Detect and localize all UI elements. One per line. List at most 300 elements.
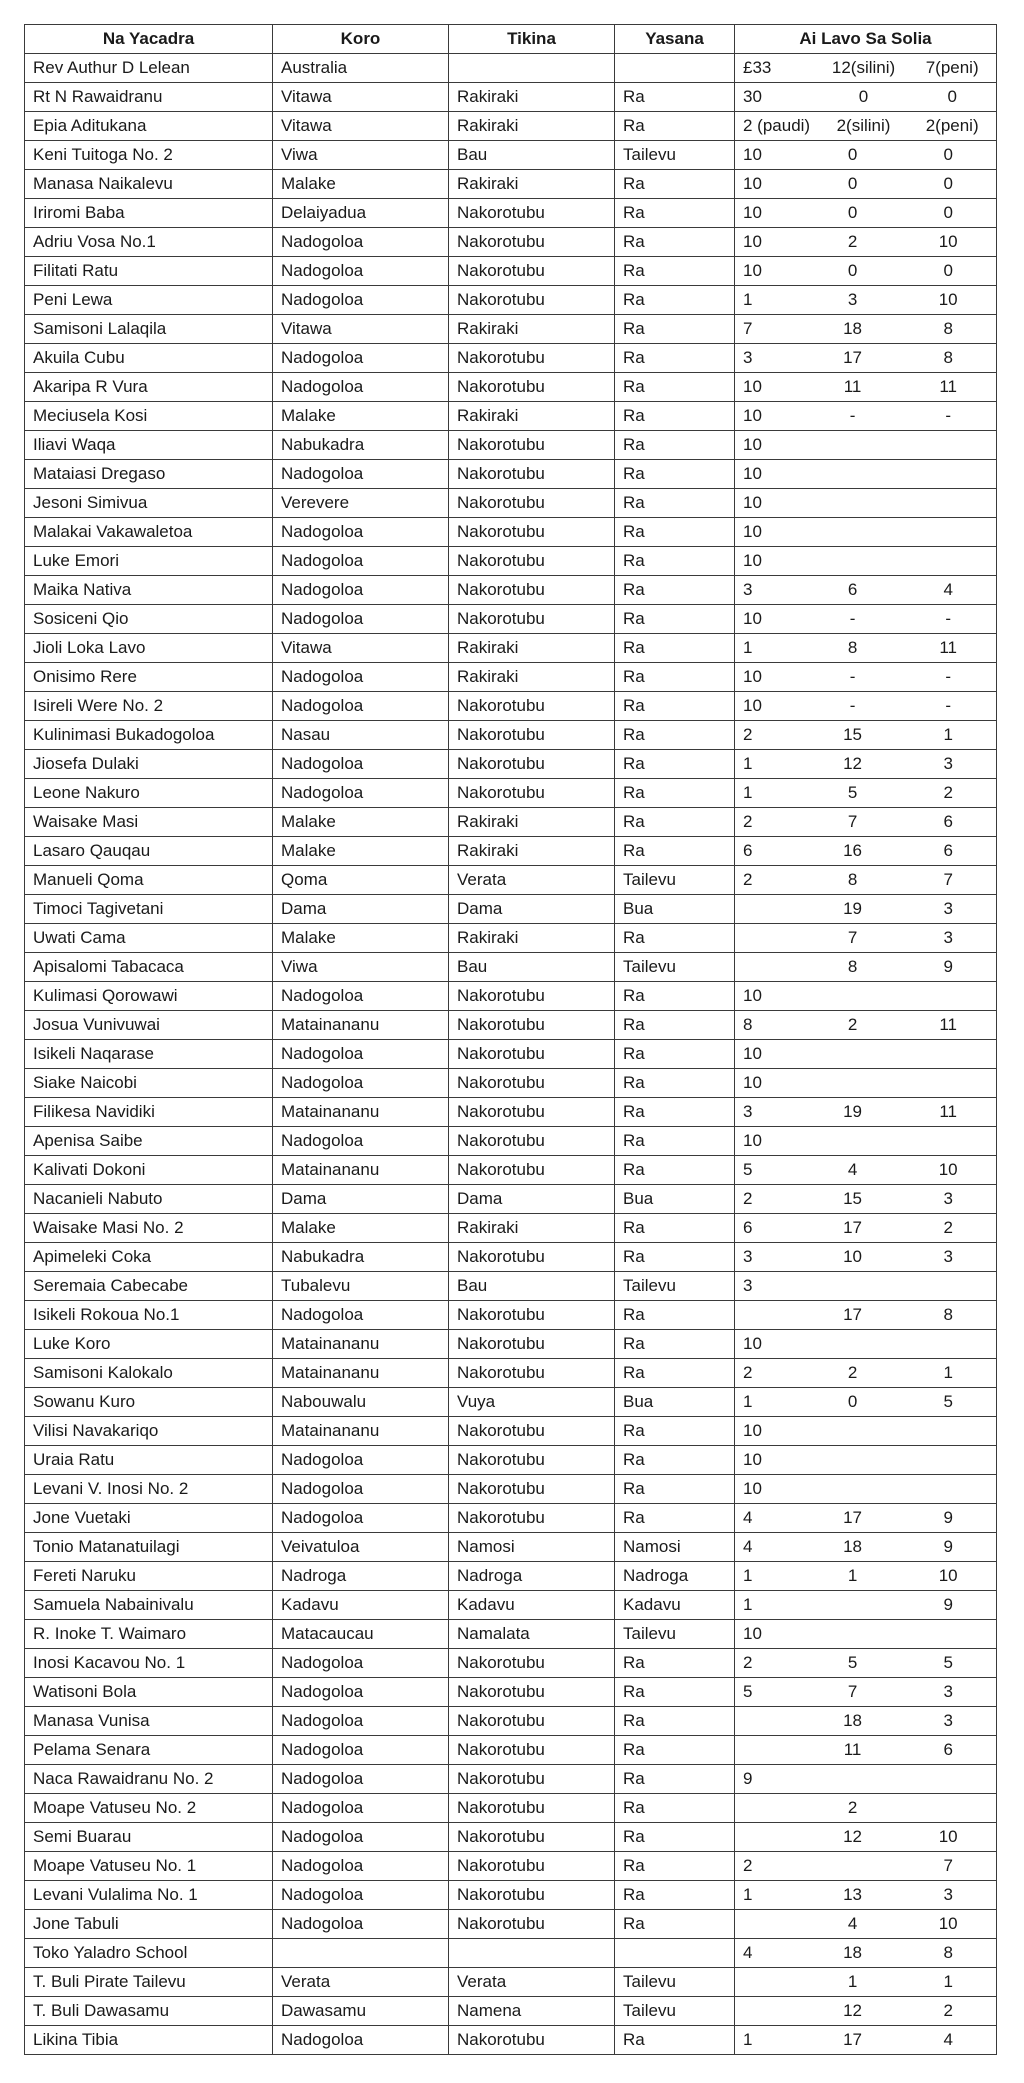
yasana-cell: Ra xyxy=(615,663,735,692)
amount-group xyxy=(735,547,996,575)
shillings-value: - xyxy=(849,406,856,425)
tikina-cell: Namalata xyxy=(449,1620,615,1649)
tikina-cell: Nakorotubu xyxy=(449,1823,615,1852)
tikina-cell: Nadroga xyxy=(449,1562,615,1591)
table-row xyxy=(25,83,997,112)
shillings-value: 11 xyxy=(843,1740,862,1759)
tikina-cell: Nakorotubu xyxy=(449,257,615,286)
koro-cell: Malake xyxy=(273,808,449,837)
yasana-cell: Ra xyxy=(615,344,735,373)
table-row xyxy=(25,1823,997,1852)
tikina-cell: Nakorotubu xyxy=(449,721,615,750)
name-cell: Seremaia Cabecabe xyxy=(25,1272,273,1301)
amount-cell xyxy=(735,286,997,315)
tikina-cell: Nakorotubu xyxy=(449,1069,615,1098)
name-cell: Meciusela Kosi xyxy=(25,402,273,431)
amount-cell xyxy=(735,1156,997,1185)
name-cell: Keni Tuitoga No. 2 xyxy=(25,141,273,170)
tikina-cell: Nakorotubu xyxy=(449,431,615,460)
tikina-cell: Nakorotubu xyxy=(449,1736,615,1765)
name-cell: Samisoni Kalokalo xyxy=(25,1359,273,1388)
koro-cell: Nadogoloa xyxy=(273,1475,449,1504)
amount-group xyxy=(735,373,996,401)
document-page xyxy=(24,24,996,2055)
amount-group xyxy=(735,1127,996,1155)
name-cell: R. Inoke T. Waimaro xyxy=(25,1620,273,1649)
tikina-cell: Nakorotubu xyxy=(449,576,615,605)
amount-cell xyxy=(735,547,997,576)
amount-group xyxy=(735,605,996,633)
amount-group xyxy=(735,315,996,343)
pence-value: 3 xyxy=(943,1682,953,1701)
pence-value: 3 xyxy=(943,1711,953,1730)
yasana-cell: Ra xyxy=(615,1243,735,1272)
table-row xyxy=(25,866,997,895)
name-cell: Iliavi Waqa xyxy=(25,431,273,460)
koro-cell: Nadogoloa xyxy=(273,1649,449,1678)
koro-cell: Nadogoloa xyxy=(273,1794,449,1823)
pence-value: 7(peni) xyxy=(925,58,979,77)
yasana-cell: Tailevu xyxy=(615,1620,735,1649)
amount-cell xyxy=(735,721,997,750)
amount-group xyxy=(735,1823,996,1851)
koro-cell: Nadogoloa xyxy=(273,1678,449,1707)
name-cell: Luke Koro xyxy=(25,1330,273,1359)
yasana-cell: Ra xyxy=(615,1214,735,1243)
yasana-cell: Tailevu xyxy=(615,953,735,982)
amount-group xyxy=(735,1359,996,1387)
yasana-cell: Ra xyxy=(615,199,735,228)
amount-cell xyxy=(735,1475,997,1504)
pounds-value: 10 xyxy=(743,1624,762,1643)
name-cell: Isikeli Rokoua No.1 xyxy=(25,1301,273,1330)
pounds-value: 2 xyxy=(743,1189,753,1208)
amount-cell xyxy=(735,837,997,866)
shillings-value: 12 xyxy=(843,2001,863,2020)
amount-cell xyxy=(735,1069,997,1098)
yasana-cell: Ra xyxy=(615,808,735,837)
tikina-cell: Rakiraki xyxy=(449,1214,615,1243)
amount-group xyxy=(735,750,996,778)
yasana-cell: Ra xyxy=(615,257,735,286)
koro-cell: Nadroga xyxy=(273,1562,449,1591)
name-cell: Naca Rawaidranu No. 2 xyxy=(25,1765,273,1794)
amount-cell xyxy=(735,1968,997,1997)
amount-group xyxy=(735,1185,996,1213)
pence-value: 6 xyxy=(943,841,953,860)
amount-group xyxy=(735,489,996,517)
koro-cell: Malake xyxy=(273,924,449,953)
tikina-cell: Vuya xyxy=(449,1388,615,1417)
pounds-value: 1 xyxy=(743,1885,753,1904)
yasana-cell: Ra xyxy=(615,1301,735,1330)
koro-cell: Nadogoloa xyxy=(273,605,449,634)
yasana-cell: Ra xyxy=(615,1823,735,1852)
amount-group xyxy=(735,431,996,459)
tikina-cell: Nakorotubu xyxy=(449,1011,615,1040)
pence-value: - xyxy=(945,667,952,686)
name-cell: Uwati Cama xyxy=(25,924,273,953)
shillings-value: 17 xyxy=(843,348,863,367)
amount-group xyxy=(735,1910,996,1938)
shillings-value: 12 xyxy=(843,1827,863,1846)
pounds-value: 10 xyxy=(743,1421,762,1440)
table-row xyxy=(25,1388,997,1417)
koro-cell: Nadogoloa xyxy=(273,344,449,373)
koro-cell: Nadogoloa xyxy=(273,1910,449,1939)
name-cell: Toko Yaladro School xyxy=(25,1939,273,1968)
koro-cell: Nadogoloa xyxy=(273,982,449,1011)
table-row xyxy=(25,1794,997,1823)
koro-cell: Nadogoloa xyxy=(273,228,449,257)
pounds-value: 10 xyxy=(743,261,762,280)
name-cell: Jone Vuetaki xyxy=(25,1504,273,1533)
shillings-value: 6 xyxy=(847,580,858,599)
tikina-cell: Nakorotubu xyxy=(449,373,615,402)
koro-cell: Nabukadra xyxy=(273,1243,449,1272)
yasana-cell: Ra xyxy=(615,1765,735,1794)
amount-cell xyxy=(735,895,997,924)
pence-value: 0 xyxy=(943,145,953,164)
table-row xyxy=(25,286,997,315)
yasana-cell: Ra xyxy=(615,1475,735,1504)
amount-cell xyxy=(735,373,997,402)
shillings-value: 2 xyxy=(847,232,858,251)
table-row xyxy=(25,373,997,402)
amount-cell xyxy=(735,228,997,257)
amount-cell xyxy=(735,2026,997,2055)
pounds-value: 7 xyxy=(743,319,753,338)
pounds-value: 6 xyxy=(743,841,753,860)
amount-cell xyxy=(735,112,997,141)
tikina-cell: Nakorotubu xyxy=(449,1765,615,1794)
koro-cell: Verevere xyxy=(273,489,449,518)
table-row xyxy=(25,54,997,83)
amount-group xyxy=(735,2026,996,2054)
table-row xyxy=(25,1272,997,1301)
table-row xyxy=(25,1765,997,1794)
pounds-value: 1 xyxy=(743,754,753,773)
name-cell: Nacanieli Nabuto xyxy=(25,1185,273,1214)
shillings-value: 19 xyxy=(843,899,863,918)
pence-value: 9 xyxy=(943,1537,953,1556)
pence-value: 0 xyxy=(943,203,953,222)
amount-group xyxy=(735,1562,996,1590)
pounds-value: 2 xyxy=(743,725,753,744)
table-row xyxy=(25,344,997,373)
table-row xyxy=(25,1591,997,1620)
table-row xyxy=(25,1127,997,1156)
koro-cell: Nadogoloa xyxy=(273,692,449,721)
name-cell: Vilisi Navakariqo xyxy=(25,1417,273,1446)
table-row xyxy=(25,779,997,808)
pounds-value: 10 xyxy=(743,232,762,251)
tikina-cell: Nakorotubu xyxy=(449,1504,615,1533)
amount-group xyxy=(735,1011,996,1039)
koro-cell: Matainananu xyxy=(273,1156,449,1185)
name-cell: T. Buli Dawasamu xyxy=(25,1997,273,2026)
amount-cell xyxy=(735,1852,997,1881)
table-row xyxy=(25,1736,997,1765)
name-cell: Lasaro Qauqau xyxy=(25,837,273,866)
amount-cell xyxy=(735,1214,997,1243)
table-row xyxy=(25,837,997,866)
name-cell: Onisimo Rere xyxy=(25,663,273,692)
table-body xyxy=(25,54,997,2055)
amount-cell xyxy=(735,170,997,199)
amount-group xyxy=(735,1968,996,1996)
amount-cell xyxy=(735,1881,997,1910)
yasana-cell: Ra xyxy=(615,1852,735,1881)
amount-group xyxy=(735,1272,996,1300)
amount-cell xyxy=(735,199,997,228)
amount-cell xyxy=(735,1243,997,1272)
koro-cell: Matainananu xyxy=(273,1417,449,1446)
amount-group xyxy=(735,1475,996,1503)
tikina-cell: Dama xyxy=(449,895,615,924)
yasana-cell: Tailevu xyxy=(615,1968,735,1997)
amount-cell xyxy=(735,1040,997,1069)
yasana-cell: Ra xyxy=(615,1881,735,1910)
koro-cell: Nabukadra xyxy=(273,431,449,460)
koro-cell: Nadogoloa xyxy=(273,1852,449,1881)
amount-cell xyxy=(735,1330,997,1359)
tikina-cell xyxy=(449,54,615,83)
tikina-cell: Nakorotubu xyxy=(449,460,615,489)
name-cell: Kalivati Dokoni xyxy=(25,1156,273,1185)
yasana-cell: Ra xyxy=(615,1794,735,1823)
shillings-value: 0 xyxy=(847,174,858,193)
pounds-value: 10 xyxy=(743,464,762,483)
table-row xyxy=(25,228,997,257)
koro-cell: Nadogoloa xyxy=(273,1040,449,1069)
amount-group xyxy=(735,1388,996,1416)
pence-value: 11 xyxy=(939,1015,958,1034)
amount-group xyxy=(735,1098,996,1126)
yasana-cell: Bua xyxy=(615,1388,735,1417)
tikina-cell: Verata xyxy=(449,866,615,895)
tikina-cell: Nakorotubu xyxy=(449,1707,615,1736)
shillings-value: - xyxy=(849,696,856,715)
tikina-cell: Rakiraki xyxy=(449,663,615,692)
name-cell: Isikeli Naqarase xyxy=(25,1040,273,1069)
koro-cell: Nadogoloa xyxy=(273,1881,449,1910)
header-amount: Ai Lavo Sa Solia xyxy=(735,25,997,54)
pounds-value: 10 xyxy=(743,435,762,454)
pence-value: 1 xyxy=(943,725,953,744)
name-cell: Apimeleki Coka xyxy=(25,1243,273,1272)
pence-value: 9 xyxy=(943,1595,953,1614)
tikina-cell: Rakiraki xyxy=(449,83,615,112)
tikina-cell: Nakorotubu xyxy=(449,982,615,1011)
koro-cell: Vitawa xyxy=(273,634,449,663)
name-cell: Akaripa R Vura xyxy=(25,373,273,402)
shillings-value: 17 xyxy=(843,1508,863,1527)
contributions-table xyxy=(24,24,997,2055)
tikina-cell: Nakorotubu xyxy=(449,286,615,315)
amount-group xyxy=(735,518,996,546)
shillings-value: 17 xyxy=(843,1305,863,1324)
yasana-cell: Ra xyxy=(615,170,735,199)
amount-cell xyxy=(735,1533,997,1562)
pence-value: 10 xyxy=(938,1914,958,1933)
pounds-value: 10 xyxy=(743,696,762,715)
koro-cell: Nadogoloa xyxy=(273,1127,449,1156)
koro-cell: Nadogoloa xyxy=(273,1765,449,1794)
amount-cell xyxy=(735,83,997,112)
shillings-value: 0 xyxy=(847,261,858,280)
koro-cell: Nabouwalu xyxy=(273,1388,449,1417)
yasana-cell: Ra xyxy=(615,1330,735,1359)
tikina-cell: Rakiraki xyxy=(449,170,615,199)
table-row xyxy=(25,1533,997,1562)
pounds-value: 1 xyxy=(743,1566,753,1585)
amount-group xyxy=(735,257,996,285)
table-row xyxy=(25,1649,997,1678)
koro-cell: Malake xyxy=(273,402,449,431)
tikina-cell: Nakorotubu xyxy=(449,1446,615,1475)
name-cell: Peni Lewa xyxy=(25,286,273,315)
tikina-cell: Nakorotubu xyxy=(449,1910,615,1939)
tikina-cell: Nakorotubu xyxy=(449,547,615,576)
amount-cell xyxy=(735,1359,997,1388)
pounds-value: 3 xyxy=(743,348,753,367)
amount-cell xyxy=(735,518,997,547)
pence-value: 5 xyxy=(943,1653,953,1672)
shillings-value: 4 xyxy=(847,1914,858,1933)
koro-cell: Nadogoloa xyxy=(273,1736,449,1765)
amount-cell xyxy=(735,1388,997,1417)
table-row xyxy=(25,750,997,779)
koro-cell: Matainananu xyxy=(273,1330,449,1359)
shillings-value: 0 xyxy=(858,87,869,106)
name-cell: Samisoni Lalaqila xyxy=(25,315,273,344)
shillings-value: 1 xyxy=(847,1972,858,1991)
header-name: Na Yacadra xyxy=(25,25,273,54)
koro-cell: Malake xyxy=(273,1214,449,1243)
koro-cell: Vitawa xyxy=(273,83,449,112)
table-row xyxy=(25,431,997,460)
amount-group xyxy=(735,1620,996,1648)
name-cell: Filitati Ratu xyxy=(25,257,273,286)
pounds-value: 8 xyxy=(743,1015,753,1034)
header-koro: Koro xyxy=(273,25,449,54)
amount-group xyxy=(735,1591,996,1619)
amount-cell xyxy=(735,634,997,663)
koro-cell: Nadogoloa xyxy=(273,2026,449,2055)
yasana-cell: Ra xyxy=(615,692,735,721)
pence-value: 9 xyxy=(943,1508,953,1527)
shillings-value: 8 xyxy=(847,957,858,976)
pence-value: 3 xyxy=(943,1885,953,1904)
amount-cell xyxy=(735,402,997,431)
amount-cell xyxy=(735,141,997,170)
shillings-value: 8 xyxy=(847,638,858,657)
pounds-value: 1 xyxy=(743,2030,753,2049)
amount-group xyxy=(735,1417,996,1445)
amount-cell xyxy=(735,1997,997,2026)
tikina-cell: Nakorotubu xyxy=(449,1156,615,1185)
tikina-cell: Verata xyxy=(449,1968,615,1997)
koro-cell: Viwa xyxy=(273,141,449,170)
yasana-cell: Namosi xyxy=(615,1533,735,1562)
pence-value: 2 xyxy=(943,2001,953,2020)
pounds-value: 1 xyxy=(743,1595,753,1614)
koro-cell: Nadogoloa xyxy=(273,518,449,547)
amount-group xyxy=(735,895,996,923)
pounds-value: 10 xyxy=(743,145,762,164)
name-cell: Jiosefa Dulaki xyxy=(25,750,273,779)
tikina-cell: Rakiraki xyxy=(449,402,615,431)
pounds-value: 30 xyxy=(743,87,762,106)
pence-value: - xyxy=(945,406,952,425)
table-row xyxy=(25,1910,997,1939)
amount-group xyxy=(735,924,996,952)
yasana-cell: Ra xyxy=(615,1359,735,1388)
pounds-value: 6 xyxy=(743,1218,753,1237)
name-cell: Manasa Vunisa xyxy=(25,1707,273,1736)
shillings-value: 7 xyxy=(847,1682,858,1701)
pounds-value: 3 xyxy=(743,580,753,599)
tikina-cell: Rakiraki xyxy=(449,315,615,344)
yasana-cell: Ra xyxy=(615,576,735,605)
pounds-value: 10 xyxy=(743,377,762,396)
amount-group xyxy=(735,344,996,372)
amount-cell xyxy=(735,315,997,344)
tikina-cell: Rakiraki xyxy=(449,924,615,953)
tikina-cell: Bau xyxy=(449,141,615,170)
shillings-value: 18 xyxy=(843,319,863,338)
yasana-cell: Ra xyxy=(615,1446,735,1475)
yasana-cell: Ra xyxy=(615,1127,735,1156)
tikina-cell: Nakorotubu xyxy=(449,1127,615,1156)
table-row xyxy=(25,1475,997,1504)
table-row xyxy=(25,199,997,228)
amount-cell xyxy=(735,692,997,721)
table-row xyxy=(25,402,997,431)
pounds-value: 4 xyxy=(743,1943,753,1962)
table-row xyxy=(25,1562,997,1591)
koro-cell: Nadogoloa xyxy=(273,373,449,402)
pounds-value: 10 xyxy=(743,1073,762,1092)
tikina-cell: Rakiraki xyxy=(449,837,615,866)
yasana-cell: Ra xyxy=(615,431,735,460)
shillings-value: 19 xyxy=(843,1102,863,1121)
name-cell: Waisake Masi xyxy=(25,808,273,837)
yasana-cell: Ra xyxy=(615,1040,735,1069)
shillings-value: 4 xyxy=(847,1160,858,1179)
pounds-value: 4 xyxy=(743,1537,753,1556)
tikina-cell: Nakorotubu xyxy=(449,1794,615,1823)
pounds-value: 10 xyxy=(743,1479,762,1498)
amount-group xyxy=(735,1997,996,2025)
amount-cell xyxy=(735,953,997,982)
tikina-cell: Nakorotubu xyxy=(449,1040,615,1069)
tikina-cell: Nakorotubu xyxy=(449,1243,615,1272)
table-row xyxy=(25,1707,997,1736)
tikina-cell: Nakorotubu xyxy=(449,1881,615,1910)
amount-group xyxy=(735,1533,996,1561)
pence-value: 2 xyxy=(943,1218,953,1237)
table-row xyxy=(25,1881,997,1910)
amount-group xyxy=(735,1504,996,1532)
table-row xyxy=(25,1011,997,1040)
amount-cell xyxy=(735,982,997,1011)
shillings-value: 11 xyxy=(843,377,862,396)
amount-cell xyxy=(735,779,997,808)
koro-cell: Dawasamu xyxy=(273,1997,449,2026)
tikina-cell: Nakorotubu xyxy=(449,692,615,721)
